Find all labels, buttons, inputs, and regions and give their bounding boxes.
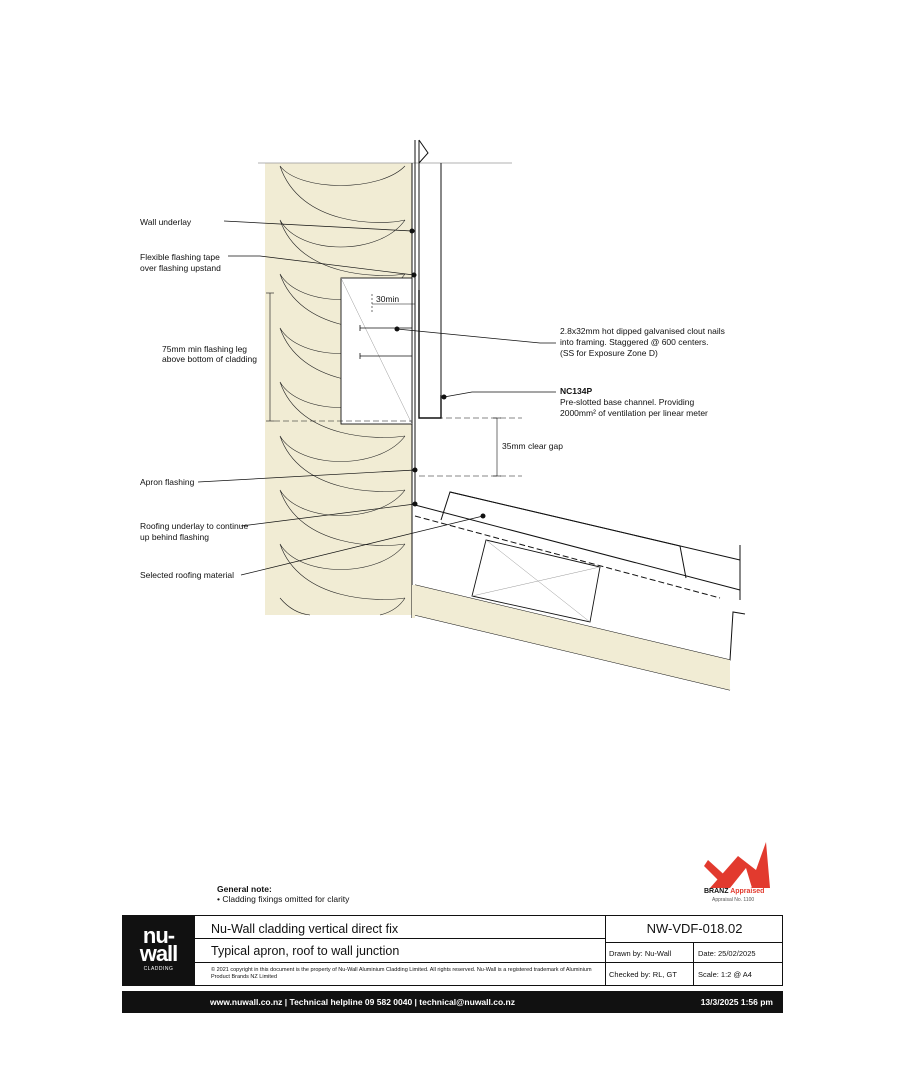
label-leg-2: above bottom of cladding	[162, 354, 257, 364]
branz-text	[704, 888, 764, 895]
label-nails-2: into framing. Staggered @ 600 centers.	[560, 337, 709, 347]
label-nails-3: (SS for Exposure Zone D)	[560, 348, 658, 358]
label-roofing: Selected roofing material	[140, 570, 235, 580]
note-heading: General note:	[217, 884, 272, 894]
dim-30-label: 30min	[376, 294, 400, 304]
base-channel	[419, 290, 441, 418]
drawing-code: NW-VDF-018.02	[646, 921, 743, 936]
general-note	[217, 884, 349, 904]
scale: Scale: 1:2 @ A4	[698, 970, 752, 979]
wall-lines	[412, 140, 441, 618]
label-nc-2: 2000mm² of ventilation per linear meter	[560, 408, 708, 418]
label-wall-underlay: Wall underlay	[140, 217, 192, 227]
logo-line3: CLADDING	[143, 966, 174, 972]
label-nc-code: NC134P	[560, 386, 593, 396]
logo-line2: wall	[139, 941, 178, 966]
label-apron: Apron flashing	[140, 477, 195, 487]
checked-by: Checked by: RL, GT	[609, 970, 677, 979]
footer-bar	[122, 991, 783, 1013]
drawing-title: Nu-Wall cladding vertical direct fix	[211, 922, 399, 936]
footer-printed: 13/3/2025 1:56 pm	[700, 997, 773, 1007]
label-roof-underlay-2: up behind flashing	[140, 532, 210, 542]
branz-logo	[700, 840, 775, 910]
branz-sub: Appraisal No. 1100	[712, 897, 755, 903]
label-roof-underlay-1: Roofing underlay to continue	[140, 521, 249, 531]
branz-appraised: Appraised	[730, 888, 765, 895]
drawing-subtitle: Typical apron, roof to wall junction	[211, 944, 400, 958]
label-nc-1: Pre-slotted base channel. Providing	[560, 397, 695, 407]
branz-brand: BRANZ	[704, 888, 729, 895]
label-flex-tape-1: Flexible flashing tape	[140, 252, 220, 262]
branz-mark-icon	[700, 840, 775, 890]
drawn-by: Drawn by: Nu-Wall	[609, 949, 672, 958]
label-flex-tape-2: over flashing upstand	[140, 263, 221, 273]
label-gap: 35mm clear gap	[502, 441, 563, 451]
title-block	[122, 915, 783, 986]
note-item: • Cladding fixings omitted for clarity	[217, 894, 350, 904]
copyright-text: © 2021 copyright in this document is the property of Nu-Wall Aluminium Cladding Limited. All rights reserved. Nu-Wall is a registered trademark of Aluminium Product Brands NZ Limited	[211, 967, 592, 980]
footer-contact: www.nuwall.co.nz | Technical helpline 09 582 0040 | technical@nuwall.co.nz	[210, 997, 515, 1007]
label-nails-1: 2.8x32mm hot dipped galvanised clout nails	[560, 326, 725, 336]
logo-line1: nu-	[142, 923, 175, 948]
date: Date: 25/02/2025	[698, 949, 756, 958]
label-leg-1: 75mm min flashing leg	[162, 344, 248, 354]
nuwall-logo	[123, 916, 194, 985]
